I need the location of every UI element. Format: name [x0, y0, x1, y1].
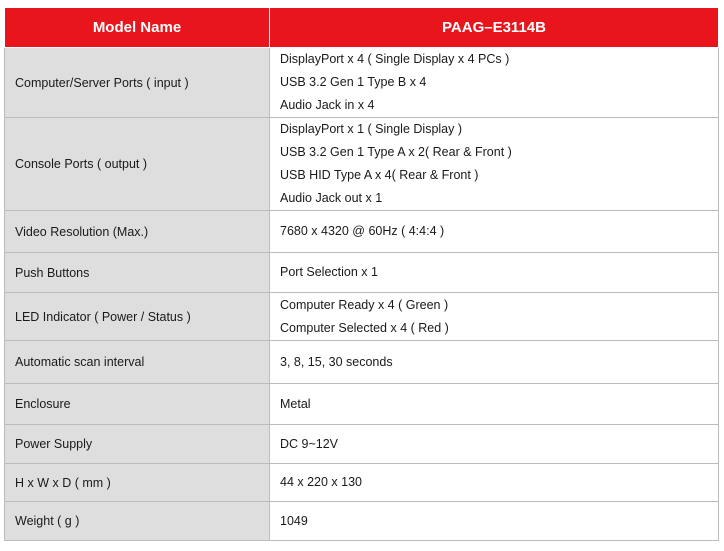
table-row — [5, 425, 719, 464]
row-value — [270, 464, 719, 502]
header-model-name: Model Name — [5, 8, 270, 48]
row-value — [270, 341, 719, 384]
table-row — [5, 293, 719, 341]
row-label: Weight ( g ) — [5, 502, 270, 541]
value-line: USB 3.2 Gen 1 Type A x 2( Rear & Front ) — [280, 145, 512, 159]
row-label: H x W x D ( mm ) — [5, 464, 270, 502]
row-value — [270, 384, 719, 425]
value-line: 1049 — [280, 513, 308, 528]
table-row — [5, 384, 719, 425]
row-label: Computer/Server Ports ( input ) — [5, 48, 270, 118]
value-line: Audio Jack in x 4 — [280, 98, 375, 112]
value-line: DC 9~12V — [280, 436, 339, 451]
row-label: Console Ports ( output ) — [5, 118, 270, 211]
row-value — [270, 253, 719, 293]
value-line: 44 x 220 x 130 — [280, 475, 363, 489]
row-label: Push Buttons — [5, 253, 270, 293]
value-line: 3, 8, 15, 30 seconds — [280, 354, 393, 369]
value-line: USB 3.2 Gen 1 Type B x 4 — [280, 75, 427, 89]
table-row — [5, 464, 719, 502]
row-value — [270, 48, 719, 118]
value-line: Computer Selected x 4 ( Red ) — [280, 320, 449, 335]
table-row — [5, 502, 719, 541]
row-value — [270, 211, 719, 253]
table-row — [5, 253, 719, 293]
value-line: Computer Ready x 4 ( Green ) — [280, 297, 449, 312]
value-line: DisplayPort x 4 ( Single Display x 4 PCs ) — [280, 52, 510, 66]
row-label: Enclosure — [5, 384, 270, 425]
table-row — [5, 211, 719, 253]
header-model-number: PAAG–E3114B — [270, 8, 719, 48]
row-label: LED Indicator ( Power / Status ) — [5, 293, 270, 341]
table-row — [5, 341, 719, 384]
value-line: Port Selection x 1 — [280, 265, 378, 279]
value-line: 7680 x 4320 @ 60Hz ( 4:4:4 ) — [280, 224, 445, 238]
row-label: Automatic scan interval — [5, 341, 270, 384]
row-value — [270, 425, 719, 464]
row-label: Video Resolution (Max.) — [5, 211, 270, 253]
spec-table — [4, 7, 719, 541]
table-row — [5, 118, 719, 211]
spec-table-container — [4, 7, 718, 541]
row-value — [270, 118, 719, 211]
value-line: Metal — [280, 396, 311, 411]
value-line: DisplayPort x 1 ( Single Display ) — [280, 122, 463, 136]
row-label: Power Supply — [5, 425, 270, 464]
value-line: Audio Jack out x 1 — [280, 191, 383, 205]
row-value — [270, 293, 719, 341]
value-line: USB HID Type A x 4( Rear & Front ) — [280, 168, 479, 182]
table-row — [5, 48, 719, 118]
table-header-row — [5, 8, 719, 48]
row-value — [270, 502, 719, 541]
